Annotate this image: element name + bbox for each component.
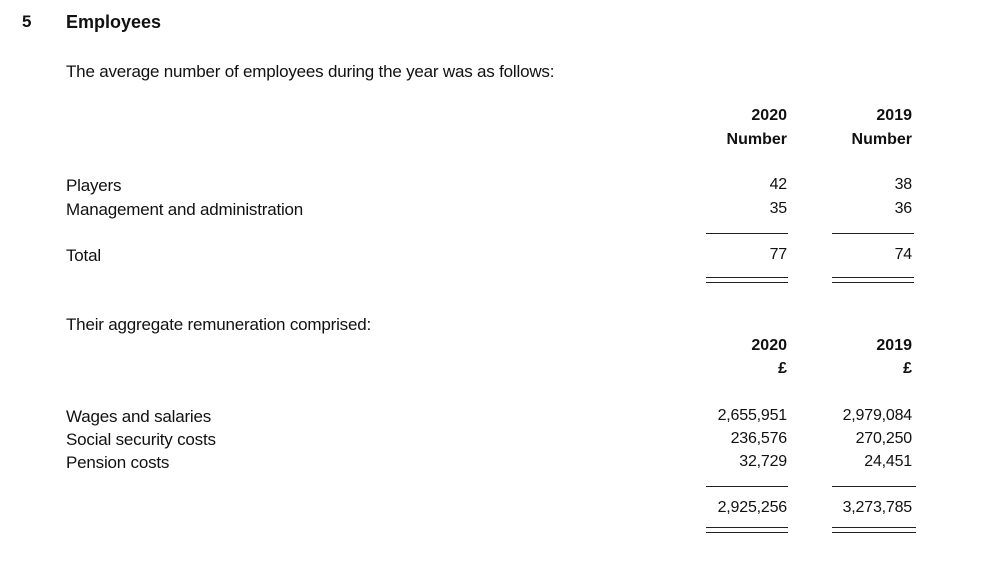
section-title: Employees (66, 12, 162, 32)
employees-row-label: Management and administration (66, 200, 304, 219)
employees-total-value-2019: 74 (894, 246, 912, 263)
remuneration-total-double-rule-2020 (706, 527, 788, 528)
employees-subtotal-rule-2019 (832, 233, 914, 234)
employees-total-double-rule-2019 (832, 277, 914, 278)
remuneration-row-label: Social security costs (66, 430, 216, 449)
employees-total-double-rule-2020 (706, 277, 788, 278)
employees-total-label: Total (66, 246, 101, 265)
employees-intro: The average number of employees during the year was as follows: (66, 62, 555, 81)
remuneration-total-double-rule-2019 (832, 532, 916, 533)
remuneration-total-value-2019: 3,273,785 (842, 499, 912, 516)
remuneration-col-2019-unit: £ (903, 360, 912, 377)
remuneration-total-double-rule-2020 (706, 532, 788, 533)
employees-row-value-2019: 38 (894, 176, 912, 193)
employees-total-double-rule-2020 (706, 282, 788, 283)
employees-row-label: Players (66, 176, 122, 195)
remuneration-row-value-2020: 32,729 (739, 453, 787, 470)
remuneration-row-value-2019: 270,250 (855, 430, 912, 447)
remuneration-row-label: Wages and salaries (66, 407, 212, 426)
remuneration-col-2020-year: 2020 (751, 337, 787, 354)
remuneration-col-2020-unit: £ (778, 360, 787, 377)
remuneration-row-value-2019: 2,979,084 (842, 407, 912, 424)
remuneration-intro: Their aggregate remuneration comprised: (66, 315, 371, 334)
remuneration-row-value-2020: 236,576 (730, 430, 787, 447)
employees-col-2019-unit: Number (851, 131, 912, 148)
employees-row-value-2020: 35 (769, 200, 787, 217)
section-number: 5 (22, 12, 32, 31)
employees-col-2019-year: 2019 (876, 107, 912, 124)
employees-row-value-2019: 36 (894, 200, 912, 217)
remuneration-row-value-2019: 24,451 (864, 453, 912, 470)
remuneration-row-label: Pension costs (66, 453, 170, 472)
employees-subtotal-rule-2020 (706, 233, 788, 234)
remuneration-col-2019-year: 2019 (876, 337, 912, 354)
employees-col-2020-year: 2020 (751, 107, 787, 124)
remuneration-row-value-2020: 2,655,951 (717, 407, 787, 424)
remuneration-subtotal-rule-2020 (706, 486, 788, 487)
employees-col-2020-unit: Number (726, 131, 787, 148)
remuneration-total-value-2020: 2,925,256 (717, 499, 787, 516)
remuneration-subtotal-rule-2019 (832, 486, 916, 487)
employees-row-value-2020: 42 (769, 176, 787, 193)
remuneration-total-double-rule-2019 (832, 527, 916, 528)
employees-total-value-2020: 77 (769, 246, 787, 263)
employees-total-double-rule-2019 (832, 282, 914, 283)
